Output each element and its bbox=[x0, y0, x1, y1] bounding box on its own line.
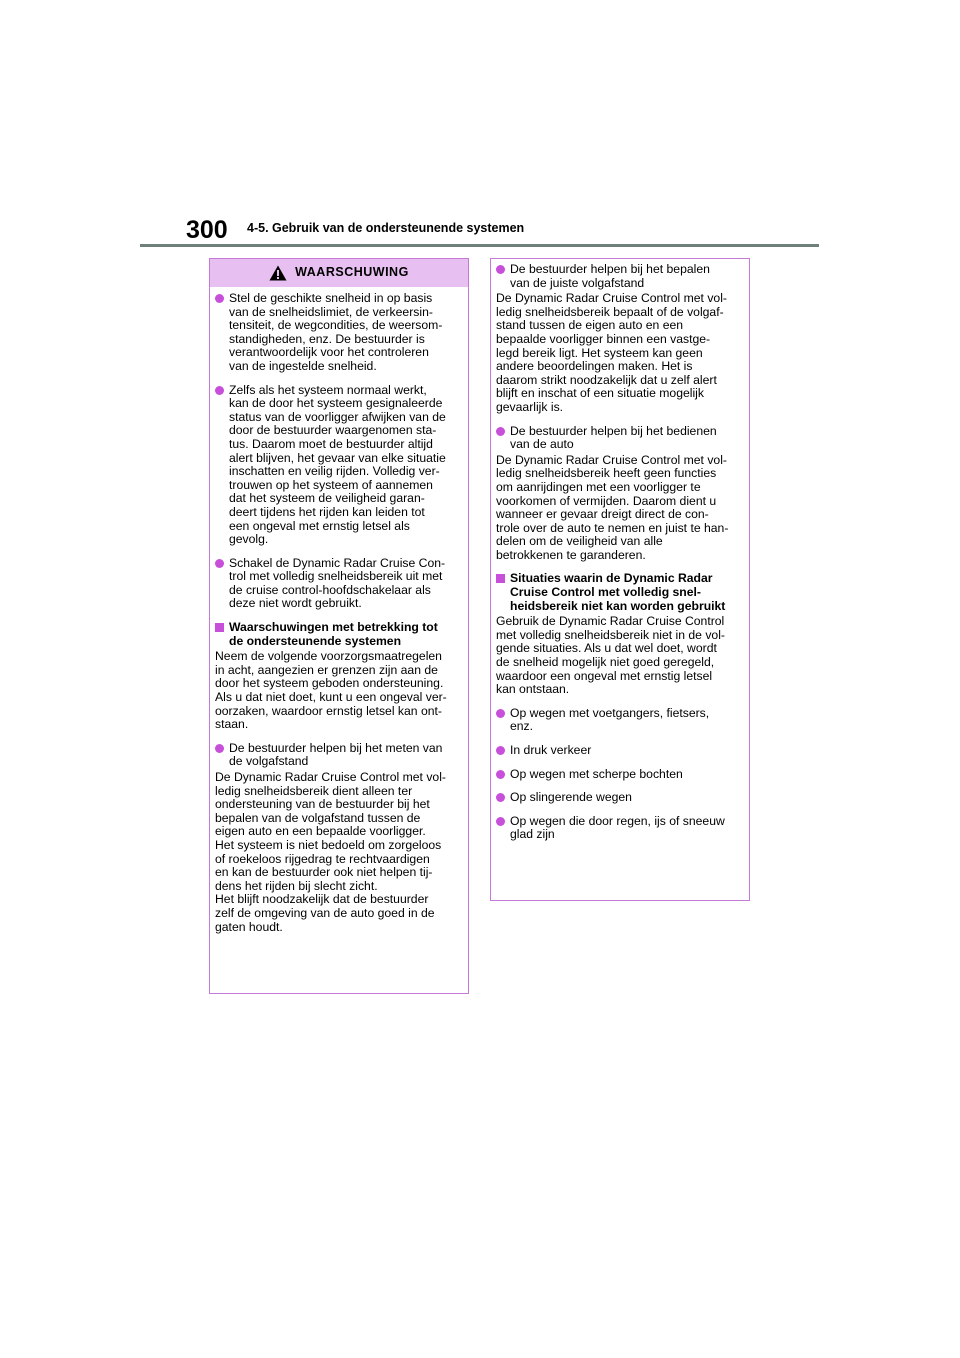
bullet-text: Op wegen die door regen, ijs of sneeuw glad zijn bbox=[510, 813, 725, 842]
list-item bbox=[496, 744, 743, 758]
bullet-icon bbox=[496, 770, 505, 779]
bullet-icon bbox=[215, 744, 224, 753]
list-item bbox=[215, 292, 462, 374]
bullet-text: De bestuurder helpen bij het bepalen van de juiste volgafstand bbox=[510, 262, 710, 290]
bullet-icon bbox=[496, 709, 505, 718]
list-item bbox=[496, 815, 743, 842]
subheading bbox=[496, 572, 743, 613]
paragraph: De Dynamic Radar Cruise Control met vol- ledig snelheidsbereik dient alleen ter ondersteuning van de bestuurder bij het bepalen van de volgafstand tussen de eigen auto en een bepaalde voorligger. Het systeem is niet bedoeld om zorgeloos of roekeloos rijgedrag te rechtvaardigen en kan de bestuurder ook niet helpen tij- dens het rijden bij slecht zicht. Het blijft noodzakelijk dat de bestuurder zelf de omgeving van de auto goed in de gaten houdt. bbox=[215, 770, 446, 934]
bullet-text: Op wegen met voetgangers, fietsers, enz. bbox=[510, 705, 710, 734]
section-title: 4-5. Gebruik van de ondersteunende systemen bbox=[247, 221, 525, 235]
paragraph: De Dynamic Radar Cruise Control met vol- ledig snelheidsbereik bepaalt of de volgaf- stand tussen de eigen auto en een bepaalde voorligger binnen een vastge- legd bereik ligt. Het systeem kan geen andere beoordelingen maken. Het is daarom strikt noodzakelijk dat u zelf alert blijft en inschat of een situatie mogelijk gevaarlijk is. bbox=[496, 291, 727, 414]
list-item bbox=[215, 384, 462, 547]
page-number: 300 bbox=[186, 216, 228, 244]
list-item bbox=[215, 557, 462, 611]
list-item bbox=[496, 263, 743, 290]
warning-triangle-icon bbox=[269, 265, 287, 281]
warning-box-left bbox=[209, 258, 469, 994]
list-item bbox=[496, 425, 743, 452]
subheading bbox=[215, 621, 462, 648]
bullet-icon bbox=[496, 817, 505, 826]
list-item bbox=[496, 791, 743, 805]
square-bullet-icon bbox=[496, 574, 505, 583]
square-bullet-icon bbox=[215, 623, 224, 632]
bullet-text: De bestuurder helpen bij het meten van de volgafstand bbox=[229, 740, 443, 769]
bullet-icon bbox=[215, 559, 224, 568]
subheading-text: Waarschuwingen met betrekking tot de ondersteunende systemen bbox=[229, 620, 438, 648]
header-rule bbox=[140, 244, 819, 247]
bullet-icon bbox=[496, 746, 505, 755]
bullet-icon bbox=[215, 386, 224, 395]
warning-title: WAARSCHUWING bbox=[295, 265, 409, 280]
warning-header bbox=[210, 259, 468, 287]
paragraph: De Dynamic Radar Cruise Control met vol- ledig snelheidsbereik heeft geen functies om aanrijdingen met een voorligger te voorkomen of vermijden. Daarom dient u wanneer er gevaar dreigt direct de con- trole over de auto te nemen en juist te han- delen om de veiligheid van alle betrokkenen te garanderen. bbox=[496, 452, 729, 562]
bullet-text: Op slingerende wegen bbox=[510, 790, 632, 805]
bullet-text: Op wegen met scherpe bochten bbox=[510, 766, 683, 781]
list-item bbox=[496, 707, 743, 734]
bullet-icon bbox=[496, 793, 505, 802]
bullet-text: Zelfs als het systeem normaal werkt, kan de door het systeem gesignaleerde status van de voorligger afwijken van de door de bestuurder waargenomen sta- tus. Daarom moet de bestuurder altijd alert blijven, het gevaar van elke situatie inschatten en veilig rijden. Volledig ver- trouwen op het systeem of aannemen dat het systeem de veiligheid garan- deert tijdens het rijden kan leiden tot een ongeval met ernstig letsel als gevolg. bbox=[229, 382, 446, 547]
paragraph: Gebruik de Dynamic Radar Cruise Control met volledig snelheidsbereik niet in de vol- gende situaties. Als u dat wel doet, wordt de snelheid mogelijk niet goed geregeld, waardoor een ongeval met ernstig letsel kan ontstaan. bbox=[496, 614, 725, 697]
list-item bbox=[496, 768, 743, 782]
paragraph: Neem de volgende voorzorgsmaatregelen in acht, aangezien er grenzen zijn aan de door het systeem geboden ondersteuning. Als u dat niet doet, kunt u een ongeval ver- oorzaken, waardoor ernstig letsel kan ont- staan. bbox=[215, 649, 447, 732]
bullet-text: Schakel de Dynamic Radar Cruise Con- trol met volledig snelheidsbereik uit met de cruise control-hoofdschakelaar als deze niet wordt gebruikt. bbox=[229, 555, 446, 611]
subheading-text: Situaties waarin de Dynamic Radar Cruise Control met volledig snel- heidsbereik niet kan worden gebruikt bbox=[510, 571, 726, 613]
bullet-text: In druk verkeer bbox=[510, 743, 592, 757]
bullet-icon bbox=[496, 427, 505, 436]
bullet-text: De bestuurder helpen bij het bedienen van de auto bbox=[510, 423, 717, 452]
list-item bbox=[215, 742, 462, 769]
bullet-text: Stel de geschikte snelheid in op basis van de snelheidslimiet, de verkeersin- tensiteit, de wegcondities, de weersom- standigheden, enz. De bestuurder is verantwoordelijk voor het controleren van de ingestelde snelheid. bbox=[229, 291, 443, 373]
bullet-icon bbox=[496, 265, 505, 274]
bullet-icon bbox=[215, 294, 224, 303]
warning-box-right bbox=[490, 258, 750, 901]
